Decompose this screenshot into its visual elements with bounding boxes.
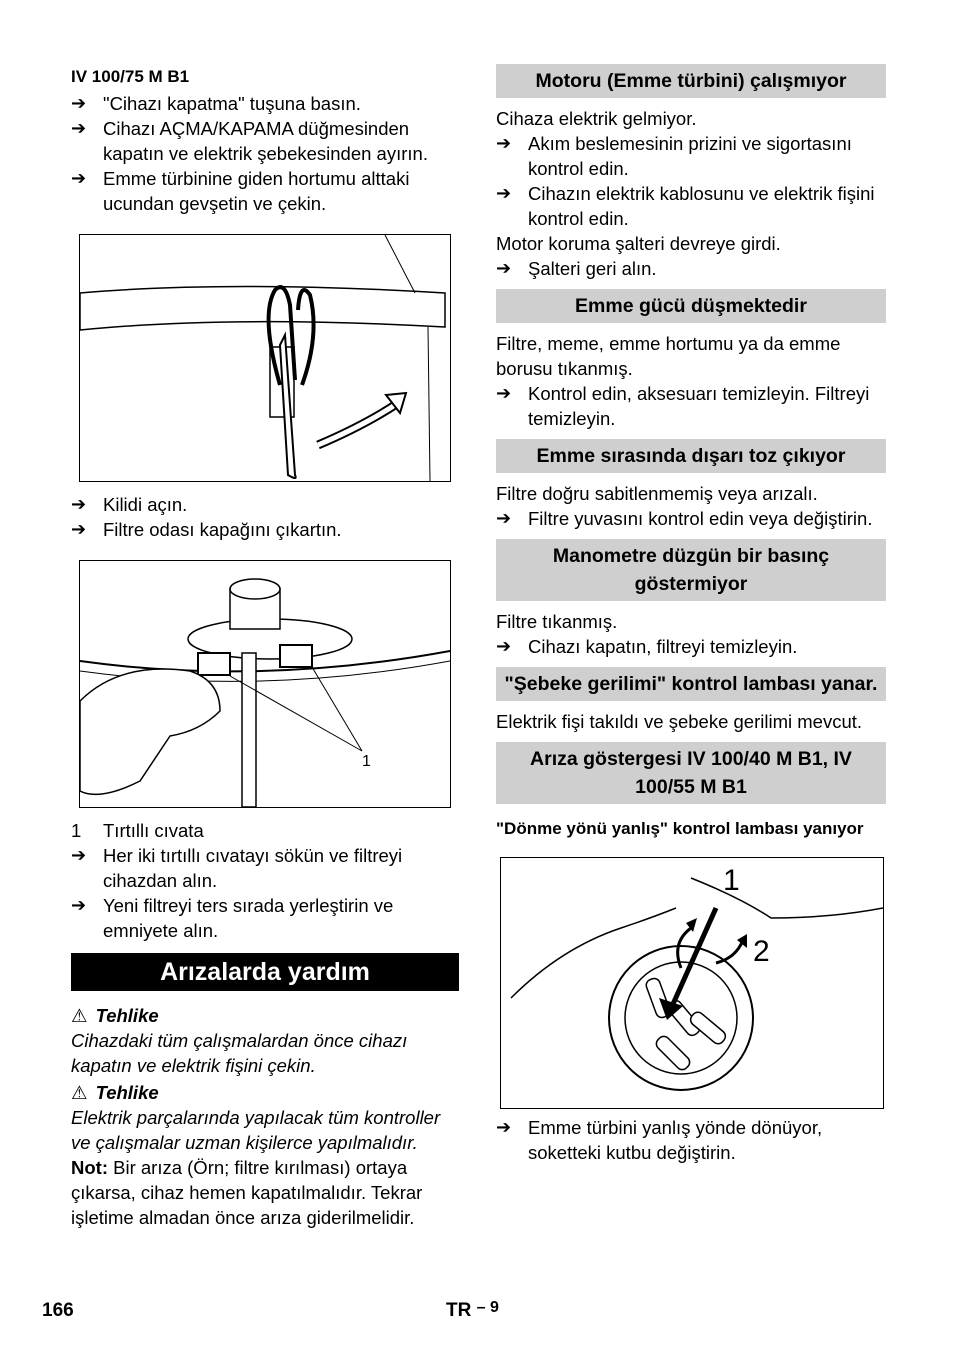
cause-text: Elektrik fişi takıldı ve şebeke gerilimi mevcut. <box>496 711 863 732</box>
step-item: ➔ "Cihazı kapatma" tuşuna basın. <box>71 93 361 114</box>
step-item: ➔ Emme türbinine giden hortumu alttaki ucundan gevşetin ve çekin. <box>71 168 410 214</box>
arrow-right-icon: ➔ <box>496 258 512 278</box>
arrow-right-icon: ➔ <box>71 93 87 113</box>
model-heading: IV 100/75 M B1 <box>71 67 190 86</box>
cause-text: Filtre, meme, emme hortumu ya da emme borusu tıkanmış. <box>496 333 841 379</box>
arrow-right-icon: ➔ <box>496 133 512 153</box>
danger-heading: ⚠ Tehlike <box>71 1082 159 1103</box>
step-item: ➔ Akım beslemesinin prizini ve sigortasını kontrol edin. <box>496 133 852 179</box>
step-item: ➔ Cihazın elektrik kablosunu ve elektrik fişini kontrol edin. <box>496 183 875 229</box>
cause-text: Filtre tıkanmış. <box>496 611 618 632</box>
warning-triangle-icon: ⚠ <box>71 1005 88 1026</box>
figure-label-2: 2 <box>753 935 770 968</box>
right-column <box>496 64 886 1165</box>
section-title: Emme gücü düşmektedir <box>496 289 886 323</box>
arrow-right-icon: ➔ <box>71 168 87 188</box>
section-title: "Şebeke gerilimi" kontrol lambası yanar. <box>496 667 886 701</box>
arrow-right-icon: ➔ <box>71 519 87 539</box>
arrow-right-icon: ➔ <box>496 1117 512 1137</box>
section-banner: Arızalarda yardım <box>71 953 459 991</box>
arrow-right-icon: ➔ <box>496 383 512 403</box>
arrow-right-icon: ➔ <box>496 183 512 203</box>
arrow-right-icon: ➔ <box>71 494 87 514</box>
arrow-right-icon: ➔ <box>71 118 87 138</box>
arrow-right-icon: ➔ <box>496 508 512 528</box>
step-item: ➔ Filtre yuvasını kontrol edin veya değiştirin. <box>496 508 873 529</box>
section-title: Motoru (Emme türbini) çalışmıyor <box>496 64 886 98</box>
figure-label-1: 1 <box>723 864 740 897</box>
step-item: ➔ Filtre odası kapağını çıkartın. <box>71 519 342 540</box>
section-title: Manometre düzgün bir basınç göstermiyor <box>496 539 886 601</box>
subheading: "Dönme yönü yanlış" kontrol lambası yanıyor <box>496 819 864 838</box>
figure-legend: 1 Tırtıllı cıvata <box>71 820 204 841</box>
cause-text: Cihaza elektrik gelmiyor. <box>496 108 697 129</box>
page-footer-lang: TR $^{- 9}$ <box>446 1299 499 1321</box>
page-number: 166 <box>42 1300 74 1321</box>
section-title: Arıza göstergesi IV 100/40 M B1, IV 100/55 M B1 <box>496 742 886 804</box>
danger-heading: ⚠ Tehlike <box>71 1005 159 1026</box>
step-item: ➔ Her iki tırtıllı cıvatayı sökün ve filtreyi cihazdan alın. <box>71 845 403 891</box>
danger-text: Elektrik parçalarında yapılacak tüm kontroller ve çalışmalar uzman kişilerce yapılmalıdır. <box>71 1107 441 1153</box>
arrow-right-icon: ➔ <box>71 845 87 865</box>
left-column <box>71 64 459 1230</box>
figure-lid-latch <box>79 234 451 482</box>
step-item: ➔ Kontrol edin, aksesuarı temizleyin. Filtreyi temizleyin. <box>496 383 870 429</box>
cause-text: Motor koruma şalteri devreye girdi. <box>496 233 781 254</box>
figure-socket-pole-change <box>500 857 884 1109</box>
arrow-right-icon: ➔ <box>71 895 87 915</box>
note-paragraph: Not: Bir arıza (Örn; filtre kırılması) ortaya çıkarsa, cihaz hemen kapatılmalıdır. Tekrar işletime almadan önce arıza giderilmelidir. <box>71 1157 423 1228</box>
step-item: ➔ Emme türbini yanlış yönde dönüyor, soketteki kutbu değiştirin. <box>496 1117 823 1163</box>
warning-triangle-icon: ⚠ <box>71 1082 88 1103</box>
step-item: ➔ Kilidi açın. <box>71 494 188 515</box>
figure-callout: 1 <box>362 753 371 770</box>
cause-text: Filtre doğru sabitlenmemiş veya arızalı. <box>496 483 818 504</box>
section-title: Emme sırasında dışarı toz çıkıyor <box>496 439 886 473</box>
danger-text: Cihazdaki tüm çalışmalardan önce cihazı kapatın ve elektrik fişini çekin. <box>71 1030 408 1076</box>
arrow-right-icon: ➔ <box>496 636 512 656</box>
step-item: ➔ Cihazı kapatın, filtreyi temizleyin. <box>496 636 798 657</box>
step-item: ➔ Şalteri geri alın. <box>496 258 657 279</box>
figure-filter-knurled-screws <box>79 560 451 808</box>
step-item: ➔ Yeni filtreyi ters sırada yerleştirin ve emniyete alın. <box>71 895 394 941</box>
step-item: ➔ Cihazı AÇMA/KAPAMA düğmesinden kapatın ve elektrik şebekesinden ayırın. <box>71 118 428 164</box>
